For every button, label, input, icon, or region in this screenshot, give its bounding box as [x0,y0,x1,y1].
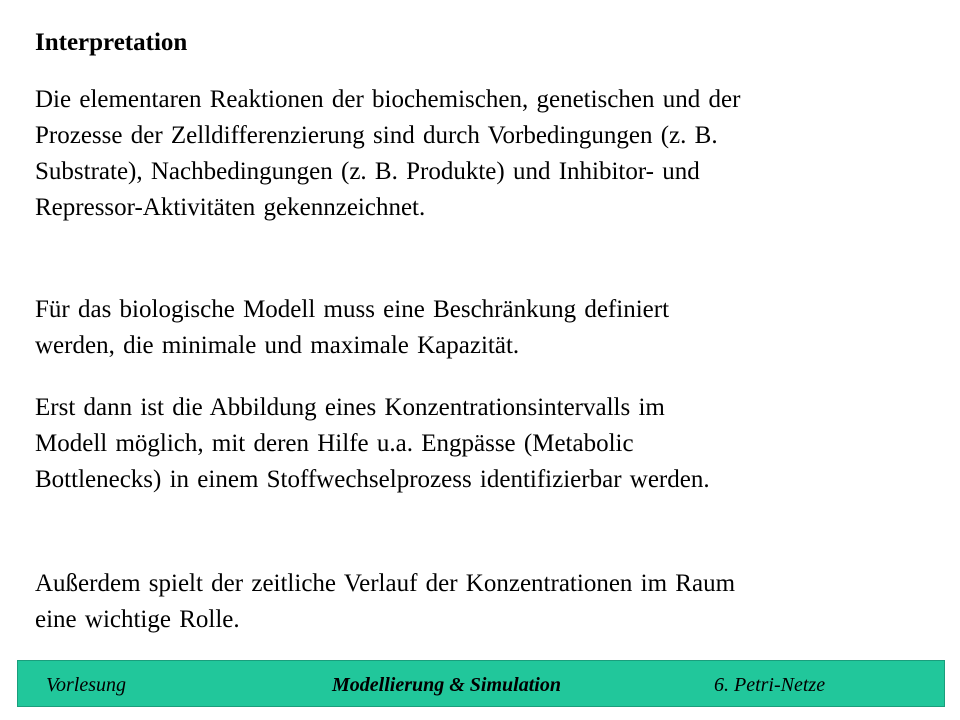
text-line: Prozesse der Zelldifferenzierung sind durch Vorbedingungen (z. B. [35,122,718,149]
text-line: Modell möglich, mit deren Hilfe u.a. Engpässe (Metabolic [35,430,634,457]
text-line: Substrate), Nachbedingungen (z. B. Produkte) und Inhibitor- und [35,158,700,185]
text-line: Erst dann ist die Abbildung eines Konzentrationsintervalls im [35,394,665,421]
footer-chapter: 6. Petri-Netze [714,674,826,696]
text-line: Die elementaren Reaktionen der biochemischen, genetischen und der [35,86,741,113]
slide-title: Interpretation [35,29,188,56]
footer-course-label: Vorlesung [46,674,126,696]
text-line: Bottlenecks) in einem Stoffwechselprozess identifizierbar werden. [35,466,710,493]
paragraph-concentration-interval [35,390,925,498]
text-line: werden, die minimale und maximale Kapazität. [35,332,520,359]
paragraph-capacity-constraint [35,292,925,364]
footer-course-title: Modellierung & Simulation [332,674,561,696]
text-line: Außerdem spielt der zeitliche Verlauf der Konzentrationen im Raum [35,570,736,597]
text-line: Repressor-Aktivitäten gekennzeichnet. [35,194,426,221]
paragraph-temporal-course [35,566,925,638]
text-line: eine wichtige Rolle. [35,606,240,633]
footer-bar [17,660,945,707]
paragraph-reaction-conditions [35,82,925,226]
text-line: Für das biologische Modell muss eine Beschränkung definiert [35,296,670,323]
